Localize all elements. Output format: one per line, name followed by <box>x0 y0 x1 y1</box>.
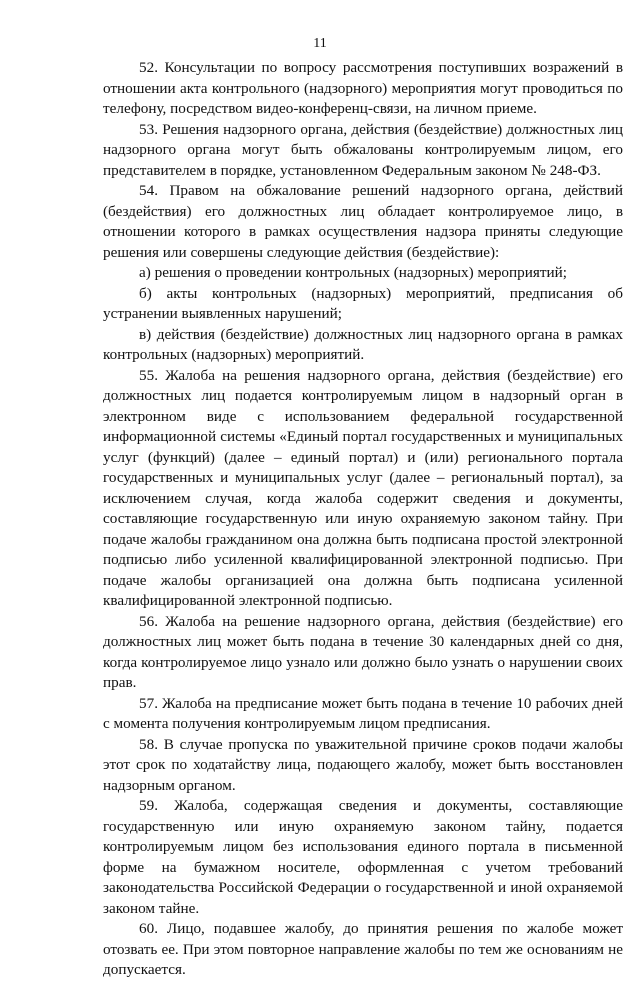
paragraph-54-v: в) действия (бездействие) должностных лиц надзорного органа в рамках контрольных (надзорных) мероприятий. <box>103 325 623 363</box>
paragraph-57: 57. Жалоба на предписание может быть подана в течение 10 рабочих дней с момента получения контролируемым лицом предписания. <box>103 694 623 732</box>
paragraph-54-b: б) акты контрольных (надзорных) мероприятий, предписания об устранении выявленных нарушений; <box>103 284 623 322</box>
page-content <box>103 58 623 981</box>
paragraph-54: 54. Правом на обжалование решений надзорного органа, действий (бездействия) его должностных лиц обладает контролируемое лицо, в отношении которого в рамках осуществления надзора приняты следующие решения или совершены следующие действия (бездействие): <box>103 182 623 261</box>
paragraph-58: 58. В случае пропуска по уважительной причине сроков подачи жалобы этот срок по ходатайству лица, подающего жалобу, может быть восстановлен надзорным органом. <box>103 735 623 794</box>
paragraph-55: 55. Жалоба на решения надзорного органа, действия (бездействие) его должностных лиц подается контролируемым лицом в надзорный орган в электронном виде с использованием федеральной государственной информационной системы «Единый портал государственных и муниципальных услуг (функций) (далее – единый портал) и (или) регионального портала государственных и муниципальных услуг (далее – региональный портал), за исключением случая, когда жалоба содержит сведения и документы, составляющие государственную или иную охраняемую законом тайну. При подаче жалобы гражданином она должна быть подписана простой электронной подписью либо усиленной квалифицированной электронной подписью. При подаче жалобы организацией она должна быть подписана усиленной квалифицированной электронной подписью. <box>103 366 623 609</box>
paragraph-60: 60. Лицо, подавшее жалобу, до принятия решения по жалобе может отозвать ее. При этом повторное направление жалобы по тем же основаниям не допускается. <box>103 920 623 978</box>
paragraph-52: 52. Консультации по вопросу рассмотрения поступивших возражений в отношении акта контрольного (надзорного) мероприятия могут проводиться по телефону, посредством видео-конференц-связи, на личном приеме. <box>103 59 623 117</box>
paragraph-53: 53. Решения надзорного органа, действия (бездействие) должностных лиц надзорного органа могут быть обжалованы контролируемым лицом, его представителем в порядке, установленном Федеральным законом № 248-ФЗ. <box>103 120 623 179</box>
paragraph-56: 56. Жалоба на решение надзорного органа, действия (бездействие) его должностных лиц может быть подана в течение 30 календарных дней со дня, когда контролируемое лицо узнало или должно было узнать о нарушении своих прав. <box>103 612 623 691</box>
paragraph-59: 59. Жалоба, содержащая сведения и документы, составляющие государственную или иную охраняемую законом тайну, подается контролируемым лицом без использования единого портала в письменной форме на бумажном носителе, оформленная с учетом требований законодательства Российской Федерации о государственной и иной охраняемой законом тайне. <box>103 797 623 917</box>
paragraph-54-a: а) решения о проведении контрольных (надзорных) мероприятий; <box>139 264 567 281</box>
page-number: 11 <box>313 36 327 51</box>
